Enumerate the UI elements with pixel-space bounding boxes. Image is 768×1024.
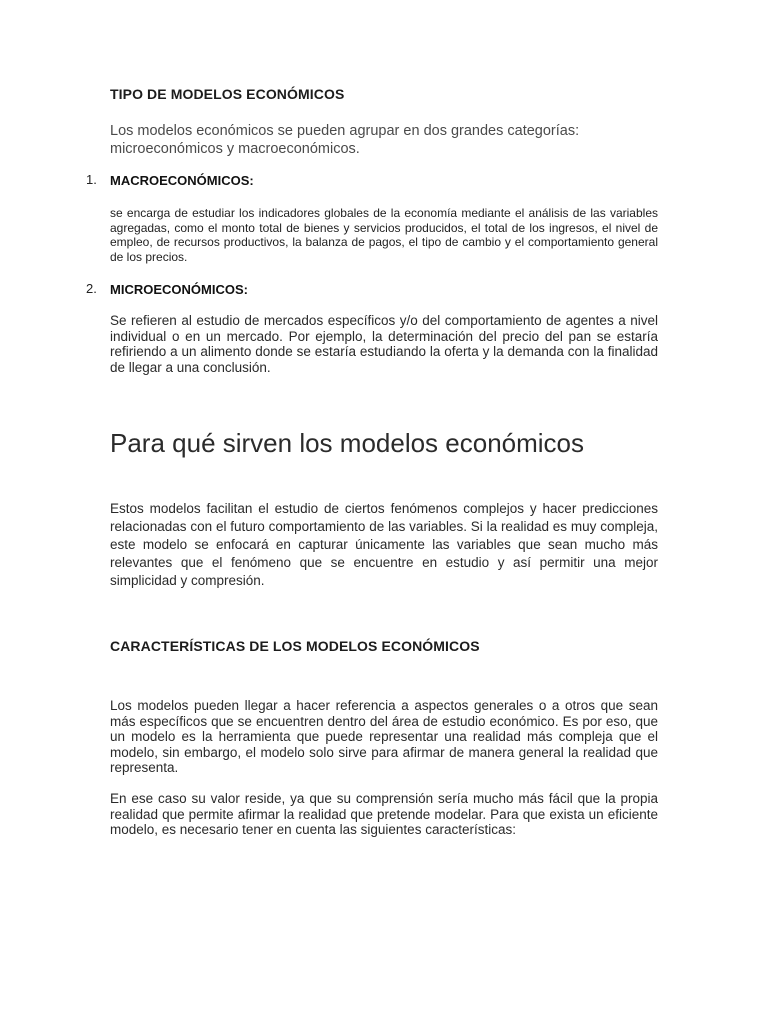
micro-description: Se refieren al estudio de mercados específicos y/o del comportamiento de agentes a nivel individual o en un mercado. Por ejemplo, la determinación del precio del pan se estaría refiriendo a un alimento donde se estaría estudiando la oferta y la demanda con la finalidad de llegar a una conclusión.	[110, 313, 658, 375]
list-item-micro	[86, 281, 658, 299]
list-number: 1.	[86, 172, 97, 187]
intro-paragraph: Los modelos económicos se pueden agrupar en dos grandes categorías: microeconómicos y macroeconómicos.	[110, 123, 580, 157]
uses-paragraph: Estos modelos facilitan el estudio de ciertos fenómenos complejos y hacer predicciones relacionadas con el futuro comportamiento de las variables. Si la realidad es muy compleja, este modelo se enfocará en capturar únicamente las variables que sean mucho más relevantes que el fenómeno que se encuentre en estudio y así permitir una mejor simplicidad y compresión.	[110, 501, 658, 588]
characteristics-paragraph-2: En ese caso su valor reside, ya que su comprensión sería mucho más fácil que la propia realidad que permite afirmar la realidad que pretende modelar. Para que exista un eficiente modelo, es necesario tener en cuenta las siguientes características:	[110, 791, 658, 837]
macro-description: se encarga de estudiar los indicadores globales de la economía mediante el análisis de las variables agregadas, como el monto total de bienes y servicios producidos, el total de los ingresos, el nivel de empleo, de recursos productivos, la balanza de pagos, el tipo de cambio y el comportamiento general de los precios.	[110, 206, 658, 264]
list-number: 2.	[86, 281, 97, 296]
section-heading-uses: Para qué sirven los modelos económicos	[110, 428, 585, 458]
list-title-macro: MACROECONÓMICOS:	[110, 173, 254, 188]
list-title-micro: MICROECONÓMICOS:	[110, 282, 248, 297]
section-heading-characteristics: CARACTERÍSTICAS DE LOS MODELOS ECONÓMICOS	[110, 638, 480, 654]
section-heading-model-types: TIPO DE MODELOS ECONÓMICOS	[110, 86, 345, 102]
characteristics-paragraph-1: Los modelos pueden llegar a hacer referencia a aspectos generales o a otros que sean más específicos que se encuentren dentro del área de estudio económico. Es por eso, que un modelo es la herramienta que puede representar una realidad más compleja que el modelo, sin embargo, el modelo solo sirve para afirmar de manera general la realidad que representa.	[110, 698, 658, 775]
list-item-macro	[86, 172, 658, 190]
